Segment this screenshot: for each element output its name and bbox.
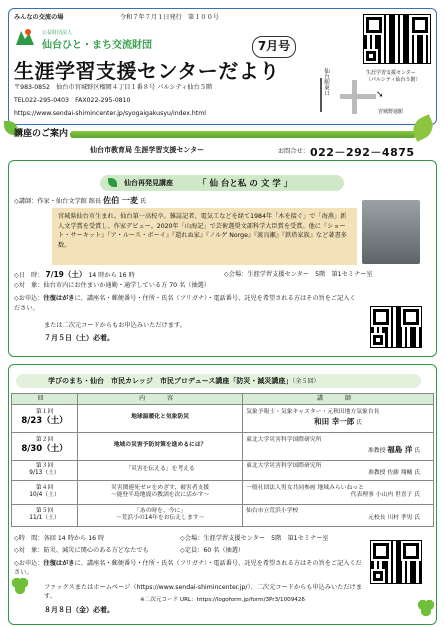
lecture2-fax-line[interactable]: ファックスまたはホームページ（https://www.sendai-shimincenter.jp/）、二次元コードからも申込みいただけます。: [44, 584, 362, 601]
row2-lecturer: [243, 432, 434, 460]
row2-role: 准教授: [367, 447, 386, 454]
row1-date: 8/23（土）: [21, 416, 68, 427]
speaker-prefix: ◇講師：作家・仙台文学館 館長: [14, 198, 102, 205]
row5-honor: 氏: [414, 515, 420, 521]
lecture1-apply-qr: または二次元コードからもお申込みいただけます。: [44, 322, 186, 329]
lecture2-venue: ◇会場：生涯学習支援センター 5階 第1セミナー室: [180, 535, 329, 542]
row5-lecturer: [243, 504, 434, 526]
row2-date: 8/30（土）: [21, 444, 68, 455]
apply2-bold: 往復はがき: [43, 560, 75, 567]
row5-when: [12, 504, 78, 526]
header-url[interactable]: https://www.sendai-shimincenter.jp/syogaigakusyu/index.html: [14, 110, 206, 117]
banner-ribbon: [70, 131, 416, 138]
row4-lecturer-name: 小山内 世喜子: [375, 492, 413, 498]
row2-honor: 氏: [414, 447, 420, 454]
contact-phone: 022－292－4875: [310, 146, 415, 159]
map-station-label: 仙台駅東口: [323, 68, 329, 96]
apply-bold: 往復はがき: [43, 295, 75, 302]
row2-lecturer-org: 東北大学災害科学国際研究所: [246, 437, 322, 444]
apply2-text: に、講座名・郵便番号・住所・氏名（フリガナ）・電話番号、託児を希望される方はその旨をご記入ください。: [14, 560, 362, 577]
map-miyagino-label: 宮城野通駅: [378, 109, 404, 115]
org-logo-icon: [14, 27, 36, 47]
header-tag: みんなの交流の場: [14, 14, 64, 21]
lecture1-deadline: ７月５日（土）必着。: [44, 334, 114, 342]
row2-topic: 地域の災害予防対策を進めるには？: [78, 432, 243, 460]
row5-role: 元校長: [368, 515, 386, 521]
clover-icon: [12, 578, 28, 594]
row4-honor: 氏: [414, 492, 420, 498]
th-lecturer: 講 師: [243, 394, 434, 405]
map-arrow-icon: ➘: [376, 90, 384, 100]
contact-label: お問合せ：: [278, 148, 309, 155]
lecture1-speaker: [14, 196, 146, 207]
row1-lecturer-name: 和田 幸一郎: [314, 416, 355, 426]
lecture2-title-text: 学びのまち・仙台 市民カレッジ 市民プロデュース講座「防災・減災講座」: [48, 377, 293, 385]
row3-role: 准教授: [368, 470, 386, 476]
lecture2-count: （全５回）: [292, 378, 320, 385]
lecture1-date: [14, 270, 135, 280]
row3-honor: 氏: [414, 470, 420, 476]
row5-no: 第５回: [35, 507, 54, 514]
date-value: 7/19（土）: [45, 270, 87, 279]
lecture1-qr-icon[interactable]: [370, 306, 422, 348]
speaker-name: 佐伯 一麦: [103, 196, 138, 205]
lecture2-deadline: ８月８日（金）必着。: [44, 606, 114, 614]
lecture2-title: [48, 377, 319, 386]
row5-lecturer-name: 川村 孝男: [387, 515, 413, 521]
time-value: 14 時から 16 時: [88, 272, 135, 279]
banner-title: 講座のご案内: [14, 129, 69, 139]
row3-lecturer-org: 東北大学災害科学国際研究所: [246, 462, 322, 469]
apply-text: に、講座名・郵便番号・住所・氏名（フリガナ）・電話番号、託児を希望される方はその旨をご記入ください。: [14, 295, 356, 312]
lecture2-url-note: ※二次元コード URL：https://logoform.jp/form/3Pr3/1009426: [140, 597, 305, 603]
row1-topic: 地球温暖化と気象防災: [78, 404, 243, 432]
row5-date: 11/1（土）: [29, 515, 60, 521]
row3-lecturer-name: 佐藤 翔輔: [387, 470, 413, 476]
issue-line: 令和７年７月１日発行 第１００号: [120, 14, 219, 21]
th-no: 回: [12, 394, 78, 405]
lecture2-qr-icon[interactable]: [370, 540, 422, 584]
lecture2-target: ◇対 象：防災、減災に関心のある方どなたでも: [14, 547, 149, 554]
table-row: [12, 460, 434, 480]
lecture1-venue: ◇会場：生涯学習支援センター 5階 第1セミナー室: [224, 271, 373, 278]
table-header-row: [12, 394, 434, 405]
lecture2-time: ◇時 間：各回 14 時から 16 時: [14, 535, 105, 542]
speaker-photo: [362, 200, 420, 264]
row4-when: [12, 480, 78, 504]
row3-date: 9/13（土）: [29, 470, 60, 476]
row4-lecturer: [243, 480, 434, 504]
org-small: 公益財団法人: [42, 30, 73, 36]
row5-topic: 「あの時を、今に」 ～荒浜小の14年をお伝えします～: [78, 504, 243, 526]
leaf-deco-icon: [108, 178, 117, 187]
row2-no: 第２回: [35, 437, 54, 444]
row4-date: 10/4（土）: [29, 492, 60, 498]
th-topic: 内 容: [78, 394, 243, 405]
row4-role: 代表理事: [350, 492, 374, 498]
speaker-suffix: 氏: [139, 198, 147, 205]
speaker-bio: 宮城県仙台市生まれ。仙台第一高校卒。雑誌記者、電気工などを経て1984年「木を接ぐ」で「海燕」新人文学賞を受賞し、作家デビュー。2020年「山海記」で芸術選奨文部科学大臣賞を受賞。他に『ショート・サーキット』『ア・ルース・ボーイ』『還れぬ家』『ノルゲ Norge』『渡良瀬』『鉄塔家族』など著書多数。: [52, 208, 357, 265]
row3-topic: 「災害を伝える」を考える: [78, 460, 243, 480]
page-title: 生涯学習支援センターだより: [14, 59, 280, 83]
lecture2-capacity: ◇定員：60 名（抽選）: [180, 547, 245, 554]
row2-when: [12, 432, 78, 460]
map-center-label: 生涯学習支援センター （パルシティ仙台５階）: [366, 70, 421, 83]
row3-no: 第３回: [35, 462, 54, 469]
lecture1-target: ◇対 象：仙台市内にお住まいか通勤・通学している方 70 名（抽選）: [14, 282, 211, 289]
telfax: TEL022-295-0403 FAX022-295-0810: [14, 97, 131, 104]
apply2-label: ◇お申込：: [14, 560, 44, 567]
row4-lecturer-org: 一般社団法人男女共同参画 地域みらいねっと: [246, 484, 364, 491]
row1-lecturer-org: 気象予報士・気象キャスター・元秋田地方気象台長: [246, 409, 380, 416]
lecture1-series: 仙台再発見講座: [124, 179, 173, 187]
lecture2-apply: [14, 559, 362, 578]
center-name: 仙台市教育局 生涯学習支援センター: [90, 146, 205, 154]
date-label: ◇日 時：: [14, 272, 44, 279]
org-name: 仙台ひと・まち交流財団: [42, 40, 152, 51]
table-row: [12, 432, 434, 460]
row4-topic: 災害関連死ゼロをめざす、被害者支援 ～能登半島地震の教訓を次に活かす～: [78, 480, 243, 504]
lecture1-title: 「 仙 台と私 の 文 学 」: [198, 179, 293, 189]
lecture1-apply: [14, 294, 359, 313]
row3-when: [12, 460, 78, 480]
month-badge: 7月号: [252, 36, 296, 58]
table-row: [12, 480, 434, 504]
clover-right-icon: [418, 600, 434, 616]
row1-when: [12, 404, 78, 432]
row5-lecturer-org: 仙台市立荒浜小学校: [246, 507, 299, 514]
table-row: [12, 404, 434, 432]
table-row: [12, 504, 434, 526]
access-map: [318, 66, 432, 122]
row4-no: 第４回: [35, 484, 54, 491]
apply-label: ◇お申込：: [14, 295, 44, 302]
row3-lecturer: [243, 460, 434, 480]
row1-lecturer: [243, 404, 434, 432]
row1-honor: 氏: [356, 419, 362, 426]
header-qr-icon: [363, 14, 431, 64]
address: 〒983-0852 仙台市宮城野区榴岡４丁目１番８号 パルシティ仙台５階: [14, 84, 213, 91]
program-table: [11, 393, 434, 527]
row2-lecturer-name: 福島 洋: [387, 444, 413, 454]
row1-no: 第１回: [35, 409, 54, 416]
